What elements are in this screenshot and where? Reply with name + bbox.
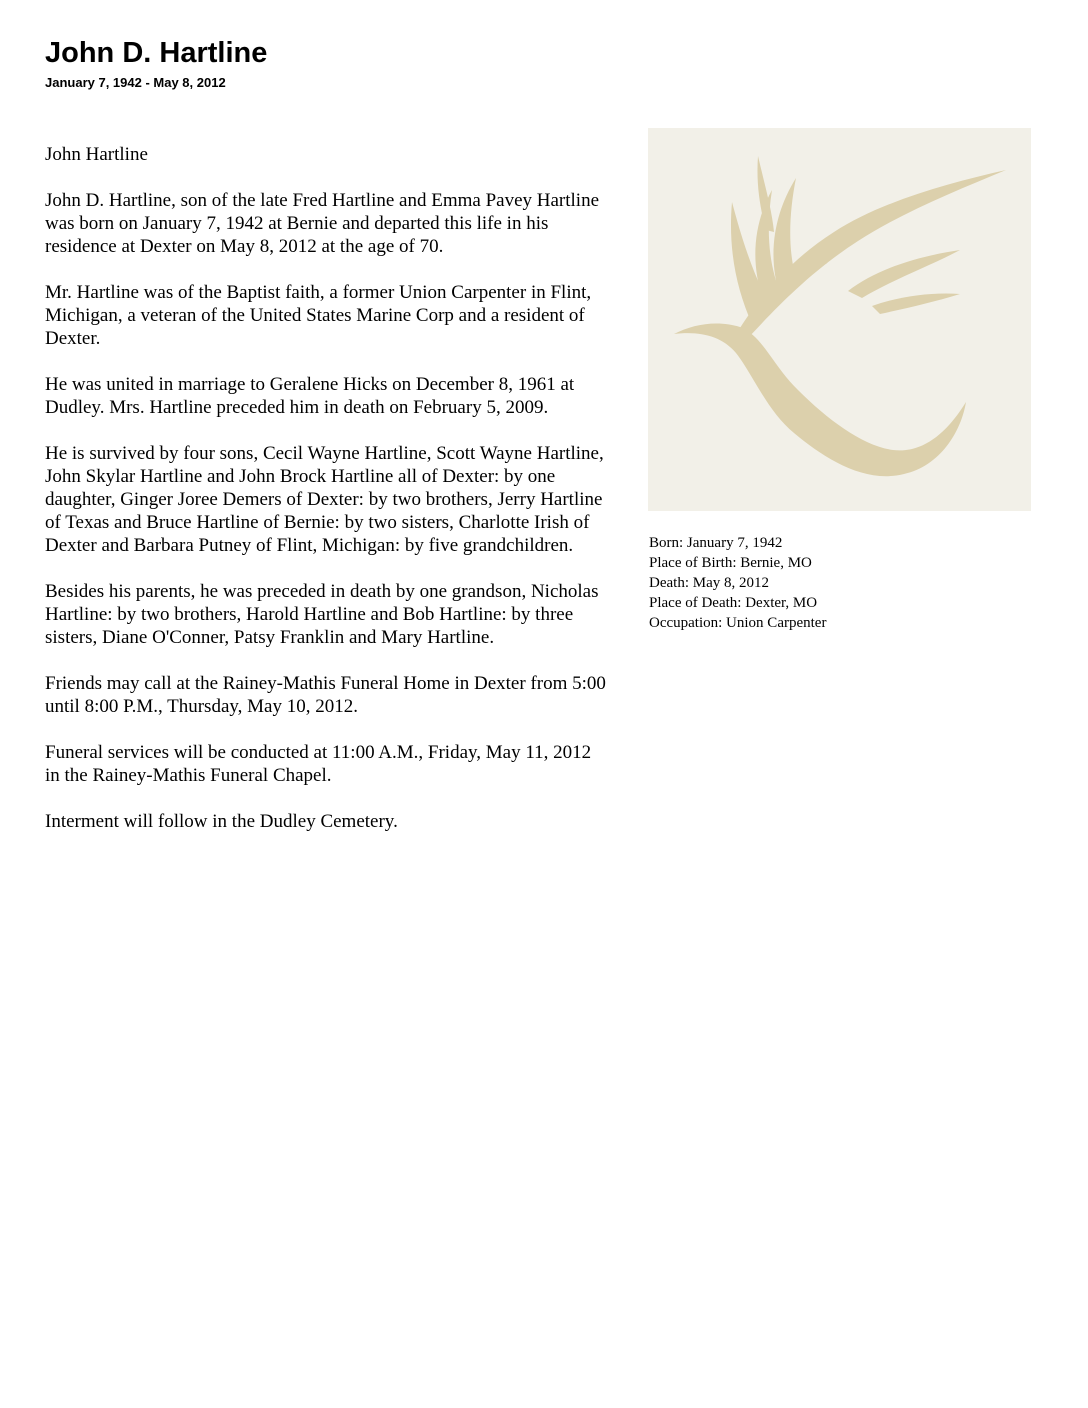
page-title: John D. Hartline [45, 37, 268, 69]
birth-place: Place of Birth: Bernie, MO [649, 555, 812, 571]
obituary-paragraph: Friends may call at the Rainey-Mathis Funeral Home in Dexter from 5:00 until 8:00 P.M., Thursday, May 10, 2012. [45, 673, 606, 717]
dove-icon [648, 128, 1031, 511]
death-date: Death: May 8, 2012 [649, 575, 769, 591]
obituary-paragraph: Funeral services will be conducted at 11:00 A.M., Friday, May 11, 2012 in the Rainey-Mathis Funeral Chapel. [45, 742, 592, 786]
obituary-header [45, 34, 267, 92]
birth-date: Born: January 7, 1942 [649, 535, 783, 551]
obituary-paragraph: He is survived by four sons, Cecil Wayne Hartline, Scott Wayne Hartline, John Skylar Hartline and John Brock Hartline all of Dexter: by one daughter, Ginger Joree Demers of Dexter: by two brothers, Jerry Hartline of Texas and Bruce Hartline of Bernie: by two sisters, Charlotte Irish of Dexter and Barbara Putney of Flint, Michigan: by five grandchildren. [45, 443, 604, 556]
obituary-paragraph: Mr. Hartline was of the Baptist faith, a former Union Carpenter in Flint, Michigan, a veteran of the United States Marine Corp and a resident of Dexter. [45, 282, 592, 349]
obituary-paragraph: John D. Hartline, son of the late Fred Hartline and Emma Pavey Hartline was born on January 7, 1942 at Bernie and departed this life in his residence at Dexter on May 8, 2012 at the age of 70. [45, 190, 600, 257]
obituary-text [45, 143, 610, 856]
vital-facts [649, 533, 1049, 633]
obituary-paragraph: Interment will follow in the Dudley Cemetery. [45, 811, 398, 832]
obituary-paragraph: Besides his parents, he was preceded in death by one grandson, Nicholas Hartline: by two brothers, Harold Hartline and Bob Hartline: by three sisters, Diane O'Conner, Patsy Franklin and Mary Hartline. [45, 581, 599, 648]
obituary-paragraph: John Hartline [45, 144, 148, 165]
memorial-photo [648, 128, 1031, 511]
obituary-paragraph: He was united in marriage to Geralene Hicks on December 8, 1961 at Dudley. Mrs. Hartline preceded him in death on February 5, 2009. [45, 374, 575, 418]
occupation: Occupation: Union Carpenter [649, 615, 827, 631]
death-place: Place of Death: Dexter, MO [649, 595, 818, 611]
life-dates: January 7, 1942 - May 8, 2012 [45, 75, 226, 90]
